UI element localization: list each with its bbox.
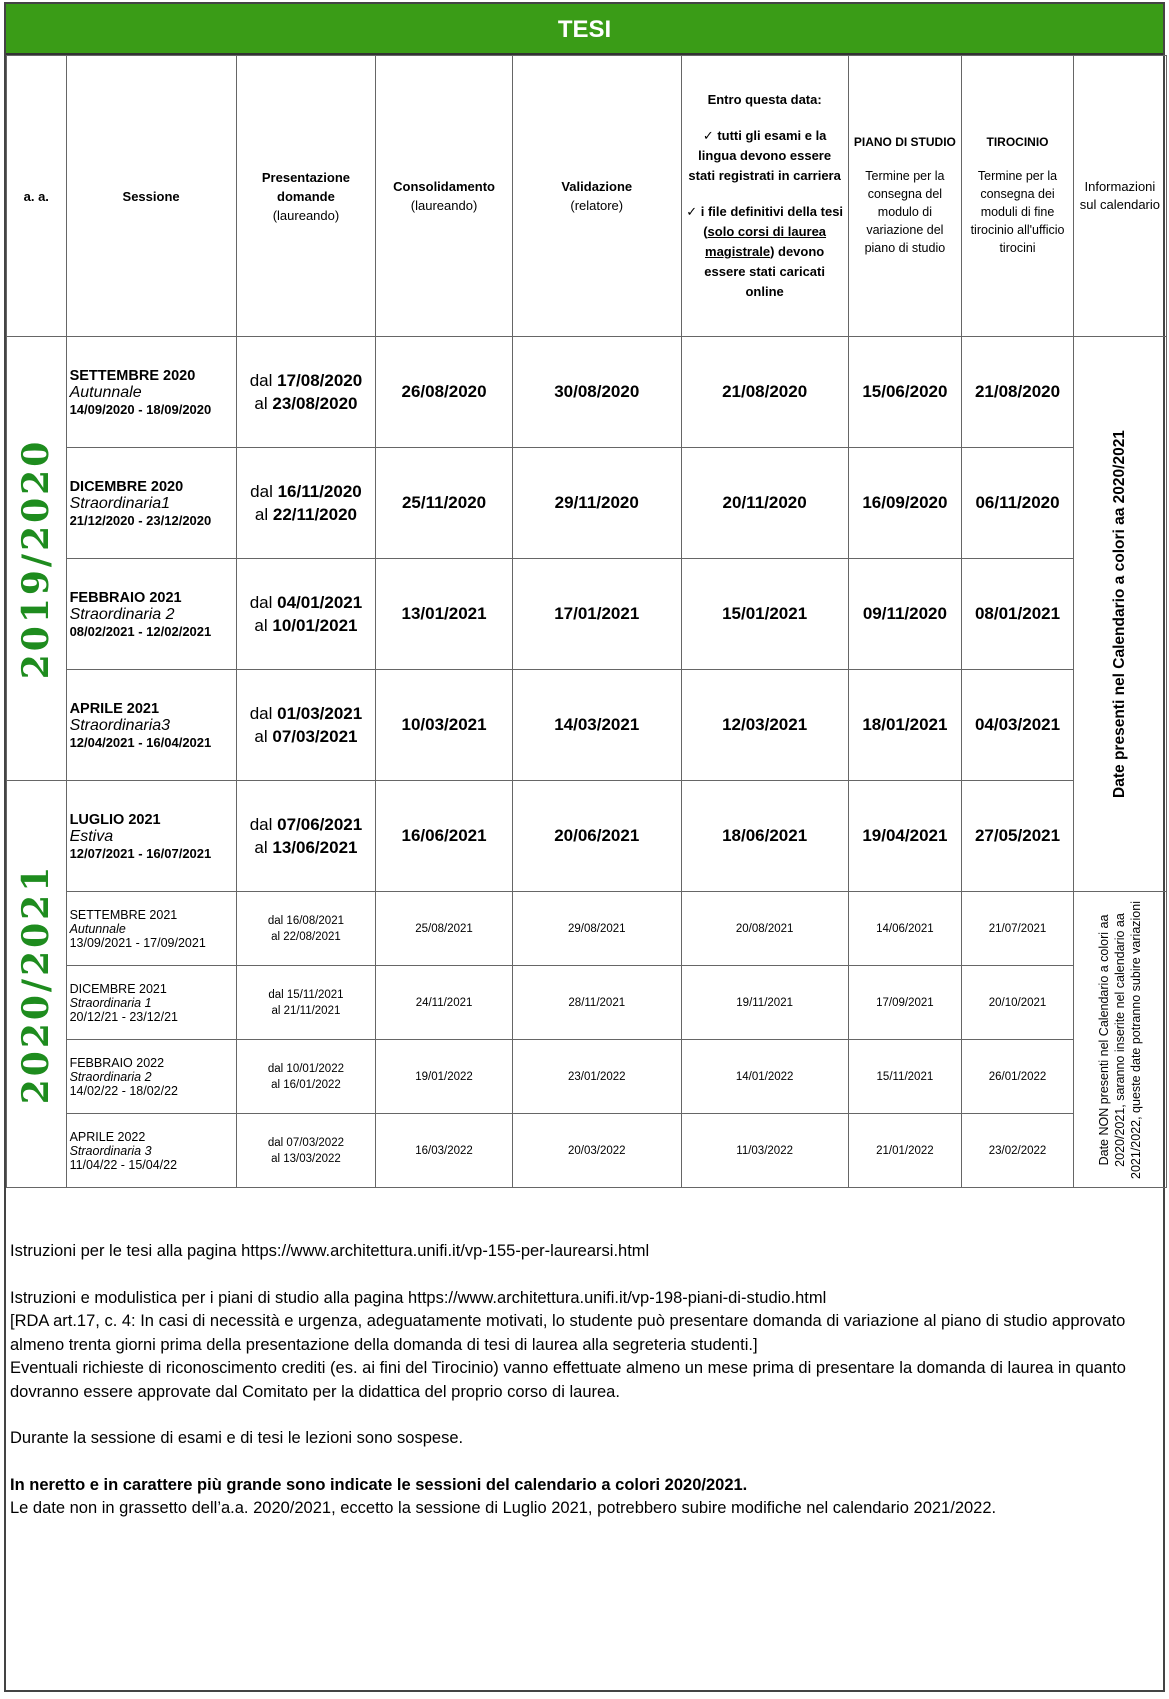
consolidamento-date: 25/11/2020 [376,448,512,559]
tirocinio-date: 21/07/2021 [962,892,1074,966]
piano-date: 19/04/2021 [848,781,962,892]
info-label: Date presenti nel Calendario a colori aa 2020/2021 [1110,430,1128,798]
header-presentazione: Presentazione domande (laureando) [236,56,376,337]
entro-date: 19/11/2021 [681,966,848,1040]
consolidamento-date: 16/03/2022 [376,1114,512,1188]
tirocinio-date: 06/11/2020 [962,448,1074,559]
info-label: Date NON presenti nel Calendario a colori aa 2020/2021, saranno inserite nel calendario aa 2021/2022, queste date potranno subire variazioni [1096,900,1143,1179]
table-row [7,448,1167,559]
session-range: 12/07/2021 - 16/07/2021 [69,845,212,861]
sessions-table [6,55,1167,1188]
table-row [7,670,1167,781]
info-cell-a [1073,337,1166,892]
session-type: Straordinaria1 [69,494,171,512]
table-row [7,337,1167,448]
piano-date: 14/06/2021 [848,892,962,966]
validazione-date: 23/01/2022 [512,1040,681,1114]
table-row [7,1114,1167,1188]
session-name: SETTEMBRE 2020 [69,367,196,384]
session-name: APRILE 2021 [69,700,160,717]
tirocinio-date: 08/01/2021 [962,559,1074,670]
session-type: Straordinaria 2 [69,605,175,623]
entro-date: 15/01/2021 [681,559,848,670]
table-row [7,781,1167,892]
piano-date: 17/09/2021 [848,966,962,1040]
consolidamento-date: 24/11/2021 [376,966,512,1040]
presentazione-cell: dal 16/08/2021 al 22/08/2021 [236,892,376,966]
consolidamento-date: 16/06/2021 [376,781,512,892]
entro-date: 21/08/2020 [681,337,848,448]
session-type: Straordinaria 3 [69,1143,152,1158]
header-row [7,56,1167,337]
session-name: DICEMBRE 2020 [69,478,184,495]
session-range: 13/09/2021 - 17/09/2021 [69,935,206,950]
year-label: 2020/2021 [15,863,58,1105]
table-row [7,1040,1167,1114]
validazione-date: 14/03/2021 [512,670,681,781]
table-row [7,892,1167,966]
session-cell [66,1040,236,1114]
session-name: LUGLIO 2021 [69,811,161,828]
validazione-date: 29/08/2021 [512,892,681,966]
table-row [7,966,1167,1040]
header-piano: PIANO DI STUDIO Termine per la consegna del modulo di variazione del piano di studio [848,56,962,337]
consolidamento-date: 13/01/2021 [376,559,512,670]
piano-date: 15/06/2020 [848,337,962,448]
piano-date: 16/09/2020 [848,448,962,559]
validazione-date: 20/06/2021 [512,781,681,892]
validazione-date: 17/01/2021 [512,559,681,670]
session-cell [66,337,236,448]
session-range: 11/04/22 - 15/04/22 [69,1157,178,1172]
session-range: 14/09/2020 - 18/09/2020 [69,401,212,417]
session-cell [66,781,236,892]
entro-date: 14/01/2022 [681,1040,848,1114]
document-page [4,2,1165,1692]
note-crediti: Eventuali richieste di riconoscimento crediti (es. ai fini del Tirocinio) vanno effettuate almeno un mese prima di presentare la domanda di laurea in quanto dovranno essere approvate dal Comitato per la didattica del proprio corso di laurea. [10,1359,1126,1401]
session-name: APRILE 2022 [69,1129,146,1144]
table-row [7,559,1167,670]
tirocinio-date: 27/05/2021 [962,781,1074,892]
session-cell [66,892,236,966]
page-title: TESI [6,4,1163,55]
consolidamento-date: 10/03/2021 [376,670,512,781]
note-lezioni: Durante la sessione di esami e di tesi le lezioni sono sospese. [10,1429,464,1447]
validazione-date: 20/03/2022 [512,1114,681,1188]
note-piani: Istruzioni e modulistica per i piani di studio alla pagina https://www.architettura.unifi.it/vp-198-piani-di-studio.html [10,1288,827,1307]
year-cell-2019-2020 [7,337,67,781]
session-range: 12/04/2021 - 16/04/2021 [69,734,212,750]
notes-section [10,1240,1160,1521]
session-range: 20/12/21 - 23/12/21 [69,1009,178,1024]
presentazione-cell: dal 04/01/2021 al 10/01/2021 [236,559,376,670]
session-type: Straordinaria 1 [69,995,152,1010]
note-tesi: Istruzioni per le tesi alla pagina https://www.architettura.unifi.it/vp-155-per-laurearsi.html [10,1242,650,1260]
piano-date: 15/11/2021 [848,1040,962,1114]
session-type: Autunnale [69,383,142,401]
header-entro: Entro questa data: ✓ tutti gli esami e la lingua devono essere stati registrati in carriera ✓ i file definitivi della tesi (solo corsi di laurea magistrale) devono essere stati caricati online [681,56,848,337]
header-info: Informazioni sul calendario [1073,56,1166,337]
session-name: FEBBRAIO 2021 [69,589,182,606]
presentazione-cell: dal 07/03/2022 al 13/03/2022 [236,1114,376,1188]
tirocinio-date: 04/03/2021 [962,670,1074,781]
session-name: DICEMBRE 2021 [69,981,167,996]
session-cell [66,966,236,1040]
tirocinio-date: 23/02/2022 [962,1114,1074,1188]
presentazione-cell: dal 10/01/2022 al 16/01/2022 [236,1040,376,1114]
entro-date: 20/11/2020 [681,448,848,559]
year-cell-2020-2021 [7,781,67,1188]
session-range: 14/02/22 - 18/02/22 [69,1083,178,1098]
piano-date: 18/01/2021 [848,670,962,781]
presentazione-cell: dal 15/11/2021 al 21/11/2021 [236,966,376,1040]
session-cell [66,670,236,781]
session-type: Straordinaria3 [69,716,171,734]
validazione-date: 30/08/2020 [512,337,681,448]
note-neretto: In neretto e in carattere più grande sono indicate le sessioni del calendario a colori 2020/2021. [10,1475,748,1494]
session-cell [66,1114,236,1188]
header-validazione: Validazione (relatore) [512,56,681,337]
presentazione-cell: dal 07/06/2021 al 13/06/2021 [236,781,376,892]
header-sessione: Sessione [66,56,236,337]
validazione-date: 28/11/2021 [512,966,681,1040]
note-rda: [RDA art.17, c. 4: In casi di necessità e urgenza, adeguatamente motivati, lo studente può presentare domanda di variazione al piano di studio approvato almeno trenta giorni prima della presentazione della domanda di tesi di laurea alla segreteria studenti.] [10,1312,1126,1354]
entro-date: 12/03/2021 [681,670,848,781]
info-cell-b [1073,892,1166,1188]
consolidamento-date: 19/01/2022 [376,1040,512,1114]
session-name: FEBBRAIO 2022 [69,1055,165,1070]
header-aa: a. a. [7,56,67,337]
piano-date: 09/11/2020 [848,559,962,670]
entro-date: 11/03/2022 [681,1114,848,1188]
session-range: 08/02/2021 - 12/02/2021 [69,623,212,639]
session-cell [66,448,236,559]
session-type: Autunnale [69,921,126,936]
validazione-date: 29/11/2020 [512,448,681,559]
session-type: Straordinaria 2 [69,1069,152,1084]
tirocinio-date: 21/08/2020 [962,337,1074,448]
entro-date: 18/06/2021 [681,781,848,892]
entro-date: 20/08/2021 [681,892,848,966]
tirocinio-date: 26/01/2022 [962,1040,1074,1114]
header-tirocinio: TIROCINIO Termine per la consegna dei moduli di fine tirocinio all'ufficio tirocini [962,56,1074,337]
session-cell [66,559,236,670]
note-grassetto: Le date non in grassetto dell’a.a. 2020/2021, eccetto la sessione di Luglio 2021, potrebbero subire modifiche nel calendario 2021/2022. [10,1499,997,1517]
session-type: Estiva [69,827,114,845]
consolidamento-date: 26/08/2020 [376,337,512,448]
presentazione-cell: dal 16/11/2020 al 22/11/2020 [236,448,376,559]
session-range: 21/12/2020 - 23/12/2020 [69,512,212,528]
year-label: 2019/2020 [15,438,58,679]
presentazione-cell: dal 01/03/2021 al 07/03/2021 [236,670,376,781]
piano-date: 21/01/2022 [848,1114,962,1188]
session-name: SETTEMBRE 2021 [69,907,178,922]
consolidamento-date: 25/08/2021 [376,892,512,966]
presentazione-cell: dal 17/08/2020 al 23/08/2020 [236,337,376,448]
tirocinio-date: 20/10/2021 [962,966,1074,1040]
header-consolidamento: Consolidamento (laureando) [376,56,512,337]
